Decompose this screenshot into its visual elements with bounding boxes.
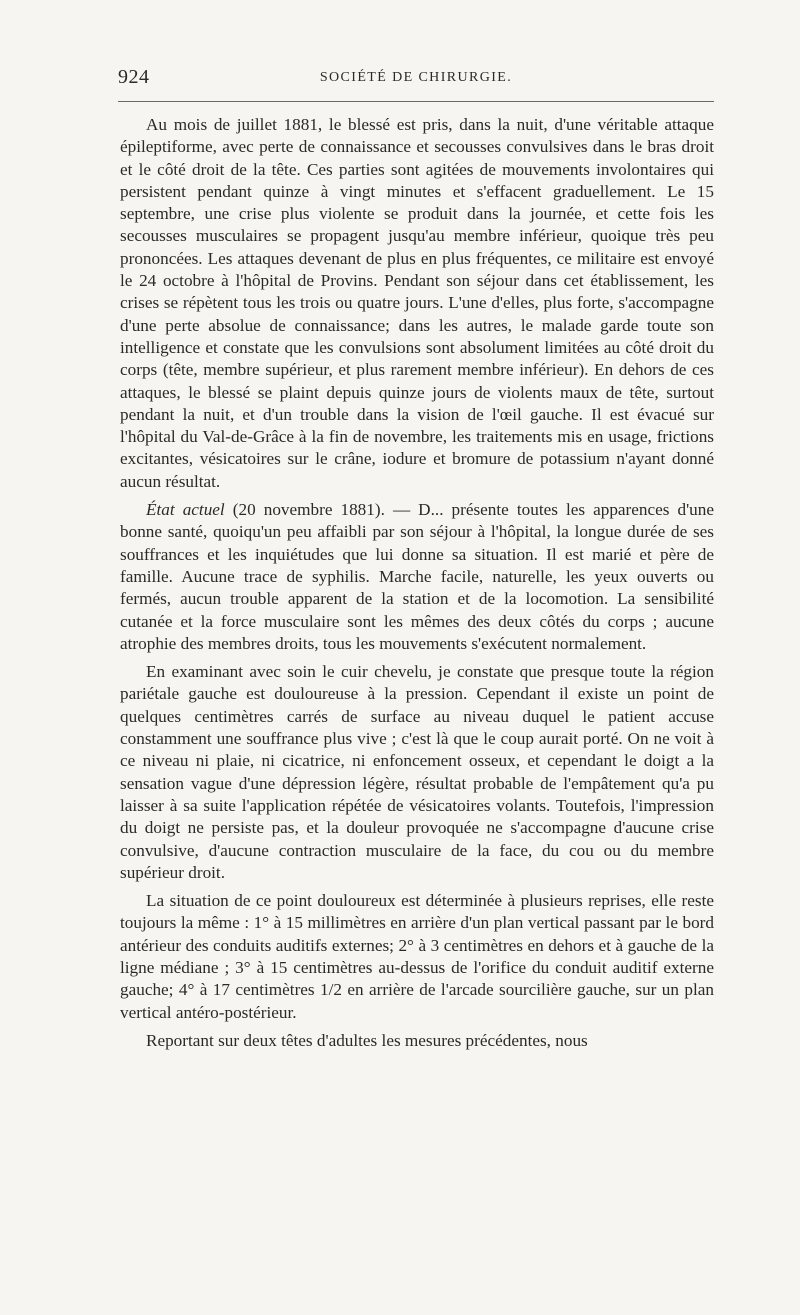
- running-title: SOCIÉTÉ DE CHIRURGIE.: [319, 70, 513, 85]
- page-number: 924: [118, 66, 150, 88]
- paragraph: La situation de ce point douloureux est déterminée à plusieurs reprises, elle reste toujours la même : 1° à 15 millimètres en arrière d'un plan vertical passant par le bord antérieur des conduits auditifs externes; 2° à 3 centimètres en dehors et à gauche de la ligne médiane ; 3° à 15 centimètres au-dessus de l'orifice du conduit auditif externe gauche; 4° à 17 centimètres 1/2 en arrière de l'arcade sourcilière gauche, sur un plan vertical antéro-postérieur.: [120, 891, 714, 1022]
- paragraph: [120, 499, 714, 655]
- paragraph: Reportant sur deux têtes d'adultes les mesures précédentes, nous: [146, 1030, 588, 1050]
- paragraph: En examinant avec soin le cuir chevelu, je constate que presque toute la région pariétale gauche est douloureuse à la pression. Cependant il existe un point de quelques centimètres carrés de surface au niveau duquel le patient accuse constamment une souffrance plus vive ; c'est là que le coup aurait porté. On ne voit à ce niveau ni plaie, ni cicatrice, ni enfoncement osseux, et cependant le doigt a la sensation vague d'une dépression légère, résultat probable de l'empâtement qu'a pu laisser à sa suite l'application répétée de vésicatoires volants. Toutefois, l'impression du doigt ne persiste pas, et la douleur provoquée ne s'accompagne d'aucune crise convulsive, d'aucune contraction musculaire de la face, du cou ou du membre supérieur droit.: [120, 662, 714, 882]
- italic-lead: État actuel: [146, 500, 225, 520]
- header-rule: [118, 101, 714, 102]
- body-text: [120, 114, 714, 1052]
- paragraph: Au mois de juillet 1881, le blessé est pris, dans la nuit, d'une véritable attaque épileptiforme, avec perte de connaissance et secousses convulsives dans le bras droit et le côté droit de la tête. Ces parties sont agitées de mouvements involontaires qui persistent pendant quinze à vingt minutes et s'effacent graduellement. Le 15 septembre, une crise plus violente se produit dans la journée, et cette fois les secousses musculaires se propagent jusqu'au membre inférieur, quoique très peu prononcées. Les attaques devenant de plus en plus fréquentes, ce militaire est envoyé le 24 octobre à l'hôpital de Provins. Pendant son séjour dans cet établissement, les crises se répètent tous les trois ou quatre jours. L'une d'elles, plus forte, s'accompagne d'une perte absolue de connaissance; dans les autres, le malade garde toute son intelligence et constate que les convulsions sont absolument limitées au côté droit du corps (tête, membre supérieur, et plus rarement membre inférieur). En dehors de ces attaques, le blessé se plaint depuis quinze jours de violents maux de tête, surtout pendant la nuit, et d'un trouble dans la vision de l'œil gauche. Il est évacué sur l'hôpital du Val-de-Grâce à la fin de novembre, les traitements mis en usage, frictions excitantes, vésicatoires sur le crâne, iodure et bromure de potassium n'ayant donné aucun résultat.: [120, 115, 714, 491]
- page-header: [118, 66, 714, 90]
- paragraph-text: (20 novembre 1881). — D... présente toutes les apparences d'une bonne santé, quoiqu'un peu affaibli par son séjour à l'hôpital, la longue durée de ses souffrances et les inquiétudes que lui donne sa situation. Il est marié et père de famille. Aucune trace de syphilis. Marche facile, naturelle, les yeux ouverts ou fermés, aucun trouble apparent de la station et de la locomotion. La sensibilité cutanée et la force musculaire sont les mêmes des deux côtés du corps ; aucune atrophie des membres droits, tous les mouvements s'exécutent normalement.: [120, 500, 715, 653]
